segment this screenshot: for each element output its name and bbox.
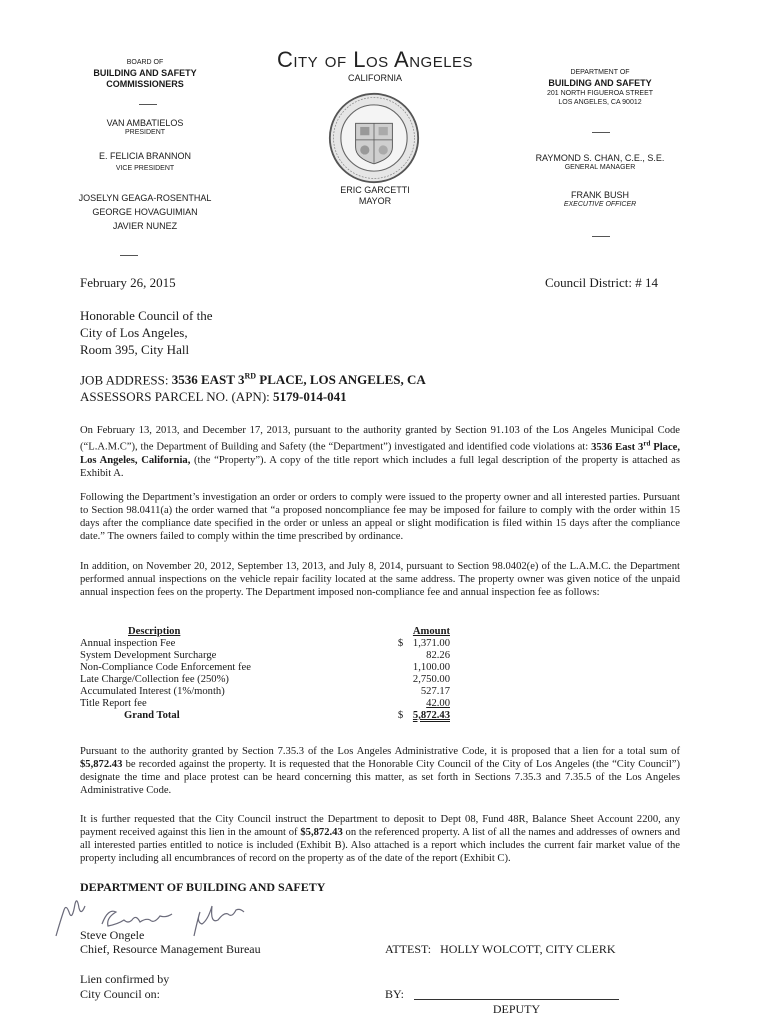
paragraph-2: Following the Department’s investigation an order or orders to comply were issued to the property owner and all interested parties. Pursuant to Section 98.0411(a) the order warned that “a proposed noncompliance fee may be imposed for failure to comply with the order within 15 days after the compliance date specified in the order or unless an appeal or slight modification is filed within 15 days after the compliance date.” The owners failed to comply within the time prescribed by ordinance.	[80, 492, 680, 542]
recipient-block	[80, 307, 213, 358]
job-address-value: 3536 EAST 3	[171, 372, 245, 388]
divider	[120, 255, 138, 256]
vice-president-name: E. FELICIA BRANNON	[98, 151, 192, 161]
mayor-name: ERIC GARCETTI	[340, 185, 410, 195]
table-row: Accumulated Interest (1%/month) 527.17	[80, 686, 450, 697]
executive-officer-title: EXECUTIVE OFFICER	[563, 201, 637, 208]
lien-confirmed-line2: City Council on:	[80, 987, 161, 1001]
city-seal-icon	[328, 92, 420, 184]
recipient-line: City of Los Angeles,	[80, 325, 188, 340]
recipient-line: Honorable Council of the	[80, 308, 213, 323]
lien-confirmed-line1: Lien confirmed by	[80, 972, 170, 986]
city-title: City of Los Angeles	[276, 47, 474, 72]
letter-date: February 26, 2015	[80, 275, 176, 290]
signature-line	[414, 999, 619, 1000]
apn-value: 5179-014-041	[273, 389, 347, 404]
department-address1: 201 NORTH FIGUEROA STREET	[546, 90, 654, 97]
department-address2: LOS ANGELES, CA 90012	[558, 99, 642, 106]
general-manager-title: GENERAL MANAGER	[564, 164, 636, 171]
paragraph-4: Pursuant to the authority granted by Section 7.35.3 of the Los Angeles Administrative Code, it is proposed that a lien for a total sum of $5,872.43 be recorded against the property. It is requested that the Honorable City Council of the City of Los Angeles (the “City Council”) designate the time and place protest can be heard concerning this matter, as set forth in Sections 7.35.3 and 7.35.5 of the Los Angeles Administrative Code.	[80, 746, 680, 796]
board-of-label: BOARD OF	[126, 59, 164, 66]
president-title: PRESIDENT	[124, 129, 166, 136]
recipient-line: Room 395, City Hall	[80, 342, 190, 357]
table-row: Late Charge/Collection fee (250%) 2,750.00	[80, 674, 450, 685]
paragraph-1: On February 13, 2013, and December 17, 2013, pursuant to the authority granted by Section 91.103 of the Los Angeles Municipal Code (“L.A.M.C”), the Department of Building and Safety (the “Department”) investigated and identified code violations at: 3536 East 3rd Place, Los Angeles, California, (the “Property”). A copy of the title report which includes a full legal description of the property is attached as Exhibit A.	[80, 425, 680, 479]
amount-header: Amount	[412, 626, 450, 637]
divider	[592, 236, 610, 237]
department-of-label: DEPARTMENT OF	[570, 69, 630, 76]
state-label: CALIFORNIA	[347, 73, 402, 83]
table-row: Non-Compliance Code Enforcement fee 1,100.00	[80, 662, 450, 673]
apn-label: ASSESSORS PARCEL NO. (APN):	[80, 389, 270, 404]
mayor-title: MAYOR	[358, 196, 392, 206]
grand-total-label: Grand Total	[124, 710, 180, 721]
table-row: Annual inspection Fee $ 1,371.00	[80, 638, 450, 649]
commissioner-name: GEORGE HOVAGUIMIAN	[92, 207, 198, 217]
table-row: System Development Surcharge 82.26	[80, 650, 450, 661]
executive-officer-name: FRANK BUSH	[570, 190, 629, 200]
description-header: Description	[128, 626, 181, 637]
paragraph-3: In addition, on November 20, 2012, September 13, 2013, and July 8, 2014, pursuant to Section 98.0402(e) of the L.A.M.C. the Department performed annual inspections on the vehicle repair facility located at the same address. The property owner was given notice of the unpaid annual inspection fees on the property. The Department imposed non-compliance fee and annual inspection fee as follows:	[80, 561, 680, 598]
department-name: BUILDING AND SAFETY	[548, 78, 652, 88]
fee-table	[80, 626, 450, 722]
total-row: Grand Total $ 5,872.43	[124, 710, 450, 721]
paragraph-5: It is further requested that the City Council instruct the Department to deposit to Dept 08, Fund 48R, Balance Sheet Account 2200, any payment received against this lien in the amount of $5,872.43 on the referenced property. A list of all the names and addresses of owners and all interested parties entitled to notice is included (Exhibit B). Also attached is a report which includes the current fair market value of the property including all encumbrances of record on the property as of the date of the report (Exhibit C).	[80, 814, 681, 864]
by-label: BY:	[385, 987, 404, 1001]
signer-name: Steve Ongele	[80, 928, 145, 942]
deputy-label: DEPUTY	[492, 1002, 541, 1016]
general-manager-name: RAYMOND S. CHAN, C.E., S.E.	[535, 153, 665, 163]
apn	[80, 389, 347, 405]
job-address: JOB ADDRESS: 3536 EAST 3RD PLACE, LOS ANGELES, CA	[80, 372, 426, 388]
board-line1: BUILDING AND SAFETY	[93, 68, 197, 78]
vice-president-title: VICE PRESIDENT	[115, 165, 175, 172]
divider	[592, 132, 610, 133]
commissioner-name: JOSELYN GEAGA-ROSENTHAL	[78, 193, 212, 203]
board-line2: COMMISSIONERS	[106, 79, 184, 89]
attest-line: ATTEST: HOLLY WOLCOTT, CITY CLERK	[385, 942, 616, 956]
council-district: Council District: # 14	[544, 275, 658, 290]
table-row: Title Report fee 42.00	[80, 698, 450, 709]
job-address-label: JOB ADDRESS:	[80, 372, 169, 388]
grand-total-amount: 5,872.43	[412, 710, 450, 721]
president-name: VAN AMBATIELOS	[106, 118, 184, 128]
signature-department: DEPARTMENT OF BUILDING AND SAFETY	[80, 880, 326, 894]
divider	[139, 104, 157, 105]
commissioner-name: JAVIER NUNEZ	[112, 221, 178, 231]
table-header-row	[80, 626, 450, 638]
signer-title: Chief, Resource Management Bureau	[80, 942, 261, 956]
